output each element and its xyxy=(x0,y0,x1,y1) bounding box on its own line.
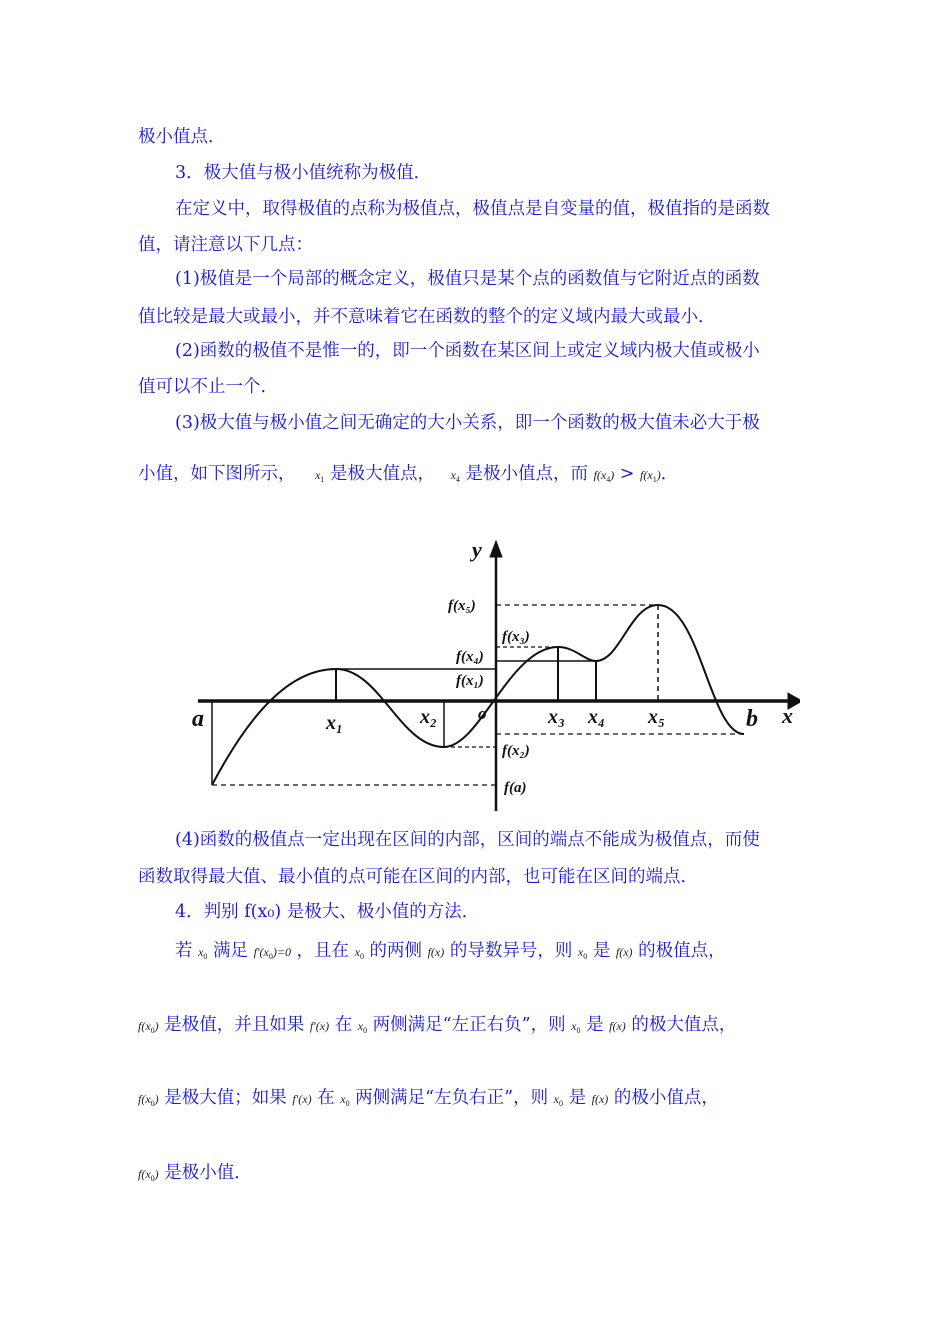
text-line-14: 若 $x_0$ 满足 $f'(x_0)=0$ ，且在 $x_0$ 的两侧 f(x) 的导数异号，则 $x_0$ 是 f(x) 的极值点， xyxy=(175,941,726,961)
x2-label: x₂ xyxy=(420,706,437,728)
heading-3: 3．极大值与极小值统称为极值． xyxy=(175,163,432,183)
y-axis-label: y xyxy=(472,537,482,562)
text-line-12: 函数取得最大值、最小值的点可能在区间的内部，也可能在区间的端点． xyxy=(138,867,698,887)
x5-label: x₅ xyxy=(648,706,665,728)
y-axis-arrow xyxy=(490,541,502,557)
x3-label: x₃ xyxy=(548,706,565,728)
text-line-6: 值比较是最大或最小，并不意味着它在函数的整个的定义域内最大或最小． xyxy=(138,307,716,327)
function-curve xyxy=(212,605,744,785)
fx3-label: f(x₃) xyxy=(502,629,530,645)
text-line-10: 小值，如下图所示， $x_1$ 是极大值点， $x_4$ 是极小值点，而 $f(x_4) > f(x_1)$． xyxy=(138,464,679,484)
fx5-label: f(x₅) xyxy=(448,598,476,614)
text-line-9: (3)极大值与极小值之间无确定的大小关系，即一个函数的极大值未必大于极 xyxy=(175,413,760,433)
text-line-5: (1)极值是一个局部的概念定义，极值只是某个点的函数值与它附近点的函数 xyxy=(175,269,760,289)
text-line-15: $f(x_0)$ 是极值，并且如果 f′(x) 在 $x_0$ 两侧满足“左正右负”，则 $x_0$ 是 f(x) 的极大值点， xyxy=(138,1015,737,1035)
fx4-label: f(x₄) xyxy=(456,649,484,665)
x-axis-label: x xyxy=(782,703,793,728)
text-line-7: (2)函数的极值不是惟一的，即一个函数在某区间上或定义域内极大值或极小 xyxy=(175,341,760,361)
fa-label: f(a) xyxy=(504,780,527,796)
x4-label: x₄ xyxy=(588,706,605,728)
x1-label: x₁ xyxy=(326,712,343,734)
text-line-8: 值可以不止一个． xyxy=(138,377,278,397)
function-extrema-graph xyxy=(190,533,800,818)
text-line-17: $f(x_0)$ 是极小值． xyxy=(138,1163,252,1183)
fx2-label: f(x₂) xyxy=(502,743,530,759)
origin-label: o xyxy=(478,704,487,723)
a-label: a xyxy=(192,706,204,732)
text-line-1: 极小值点． xyxy=(138,127,226,147)
text-line-16: $f(x_0)$ 是极大值；如果 f′(x) 在 $x_0$ 两侧满足“左负右正”，则 $x_0$ 是 f(x) 的极小值点， xyxy=(138,1088,719,1108)
text-line-3: 在定义中，取得极值的点称为极值点，极值点是自变量的值，极值指的是函数 xyxy=(175,199,770,219)
text-line-11: (4)函数的极值点一定出现在区间的内部，区间的端点不能成为极值点，而使 xyxy=(175,830,760,850)
b-label: b xyxy=(746,706,758,732)
heading-4: 4．判别 f(x₀) 是极大、极小值的方法． xyxy=(175,902,480,922)
fx1-label: f(x₁) xyxy=(456,673,484,689)
text-line-4: 值，请注意以下几点： xyxy=(138,235,313,255)
